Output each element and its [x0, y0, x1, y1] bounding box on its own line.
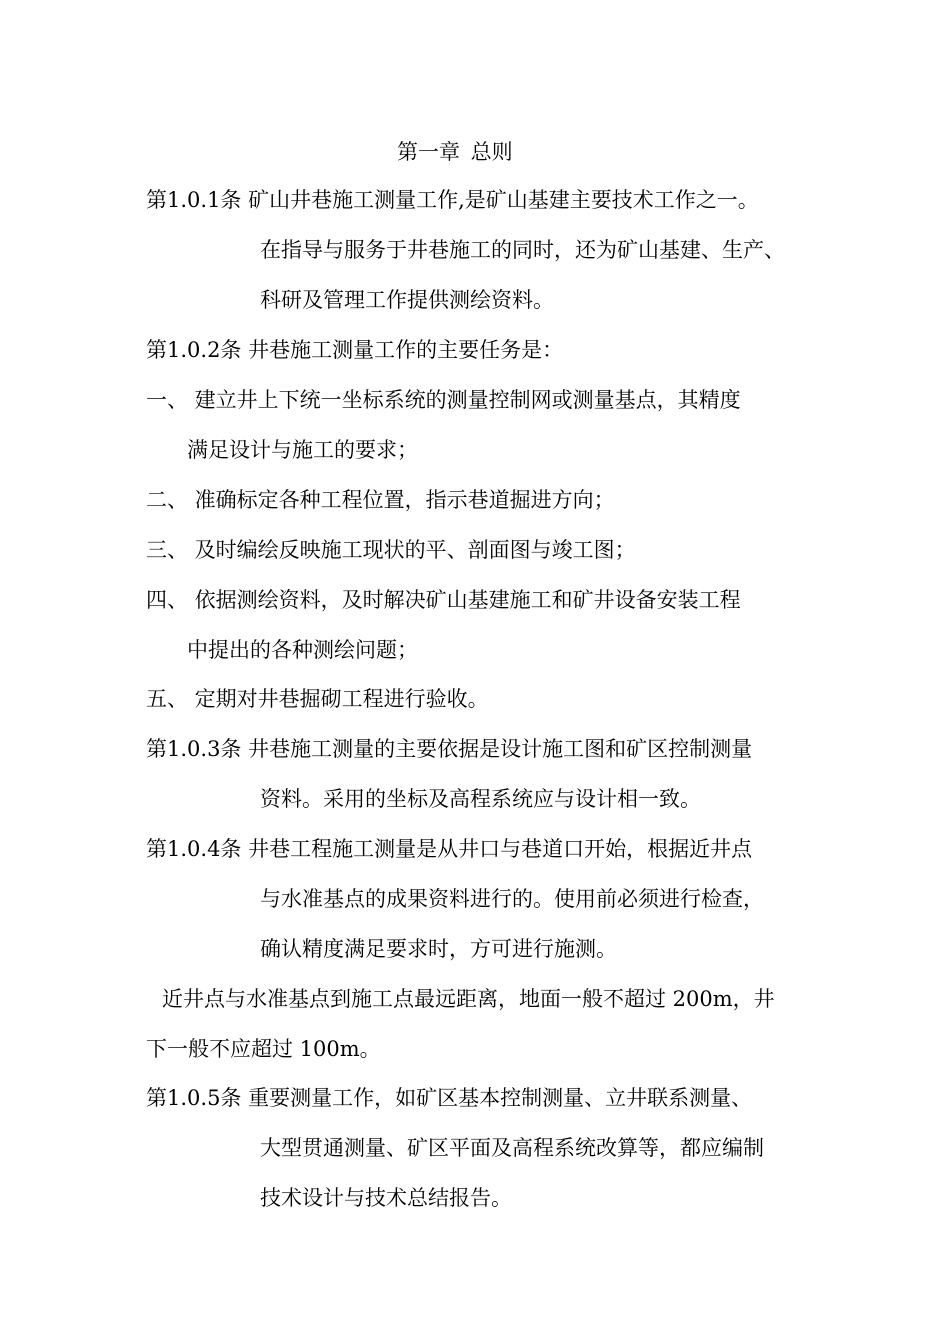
- text-line-8: 三、 及时编绘反映施工现状的平、剖面图与竣工图；: [146, 538, 636, 562]
- text-line-3: 科研及管理工作提供测绘资料。: [260, 288, 554, 312]
- text-line-21: 技术设计与技术总结报告。: [260, 1186, 512, 1210]
- text-line-2: 在指导与服务于井巷施工的同时，还为矿山基建、生产、: [260, 238, 785, 262]
- text-line-16: 确认精度满足要求时，方可进行施测。: [260, 937, 617, 961]
- text-line-15: 与水准基点的成果资料进行的。使用前必须进行检查，: [260, 887, 764, 911]
- text-line-17: 近井点与水准基点到施工点最远距离，地面一般不超过 200m，井: [162, 987, 775, 1011]
- text-line-6: 满足设计与施工的要求；: [187, 438, 418, 462]
- text-line-5: 一、 建立井上下统一坐标系统的测量控制网或测量基点，其精度: [146, 388, 741, 412]
- text-line-13: 资料。采用的坐标及高程系统应与设计相一致。: [260, 787, 701, 811]
- text-line-12: 第1.0.3条 井巷施工测量的主要依据是设计施工图和矿区控制测量: [146, 737, 753, 761]
- text-line-11: 五、 定期对井巷掘砌工程进行验收。: [146, 687, 489, 711]
- text-line-14: 第1.0.4条 井巷工程施工测量是从井口与巷道口开始，根据近井点: [146, 837, 753, 861]
- text-line-19: 第1.0.5条 重要测量工作，如矿区基本控制测量、立井联系测量、: [146, 1086, 753, 1110]
- text-line-7: 二、 准确标定各种工程位置，指示巷道掘进方向；: [146, 488, 615, 512]
- text-line-20: 大型贯通测量、矿区平面及高程系统改算等，都应编制: [260, 1136, 764, 1160]
- text-line-4: 第1.0.2条 井巷施工测量工作的主要任务是：: [146, 338, 564, 362]
- text-line-1: 第1.0.1条 矿山井巷施工测量工作,是矿山基建主要技术工作之一。: [146, 188, 759, 212]
- text-line-10: 中提出的各种测绘问题；: [187, 638, 418, 662]
- chapter-title: 第一章 总则: [397, 140, 513, 164]
- text-line-18: 下一般不应超过 100m。: [146, 1037, 381, 1061]
- text-line-9: 四、 依据测绘资料，及时解决矿山基建施工和矿井设备安装工程: [146, 588, 741, 612]
